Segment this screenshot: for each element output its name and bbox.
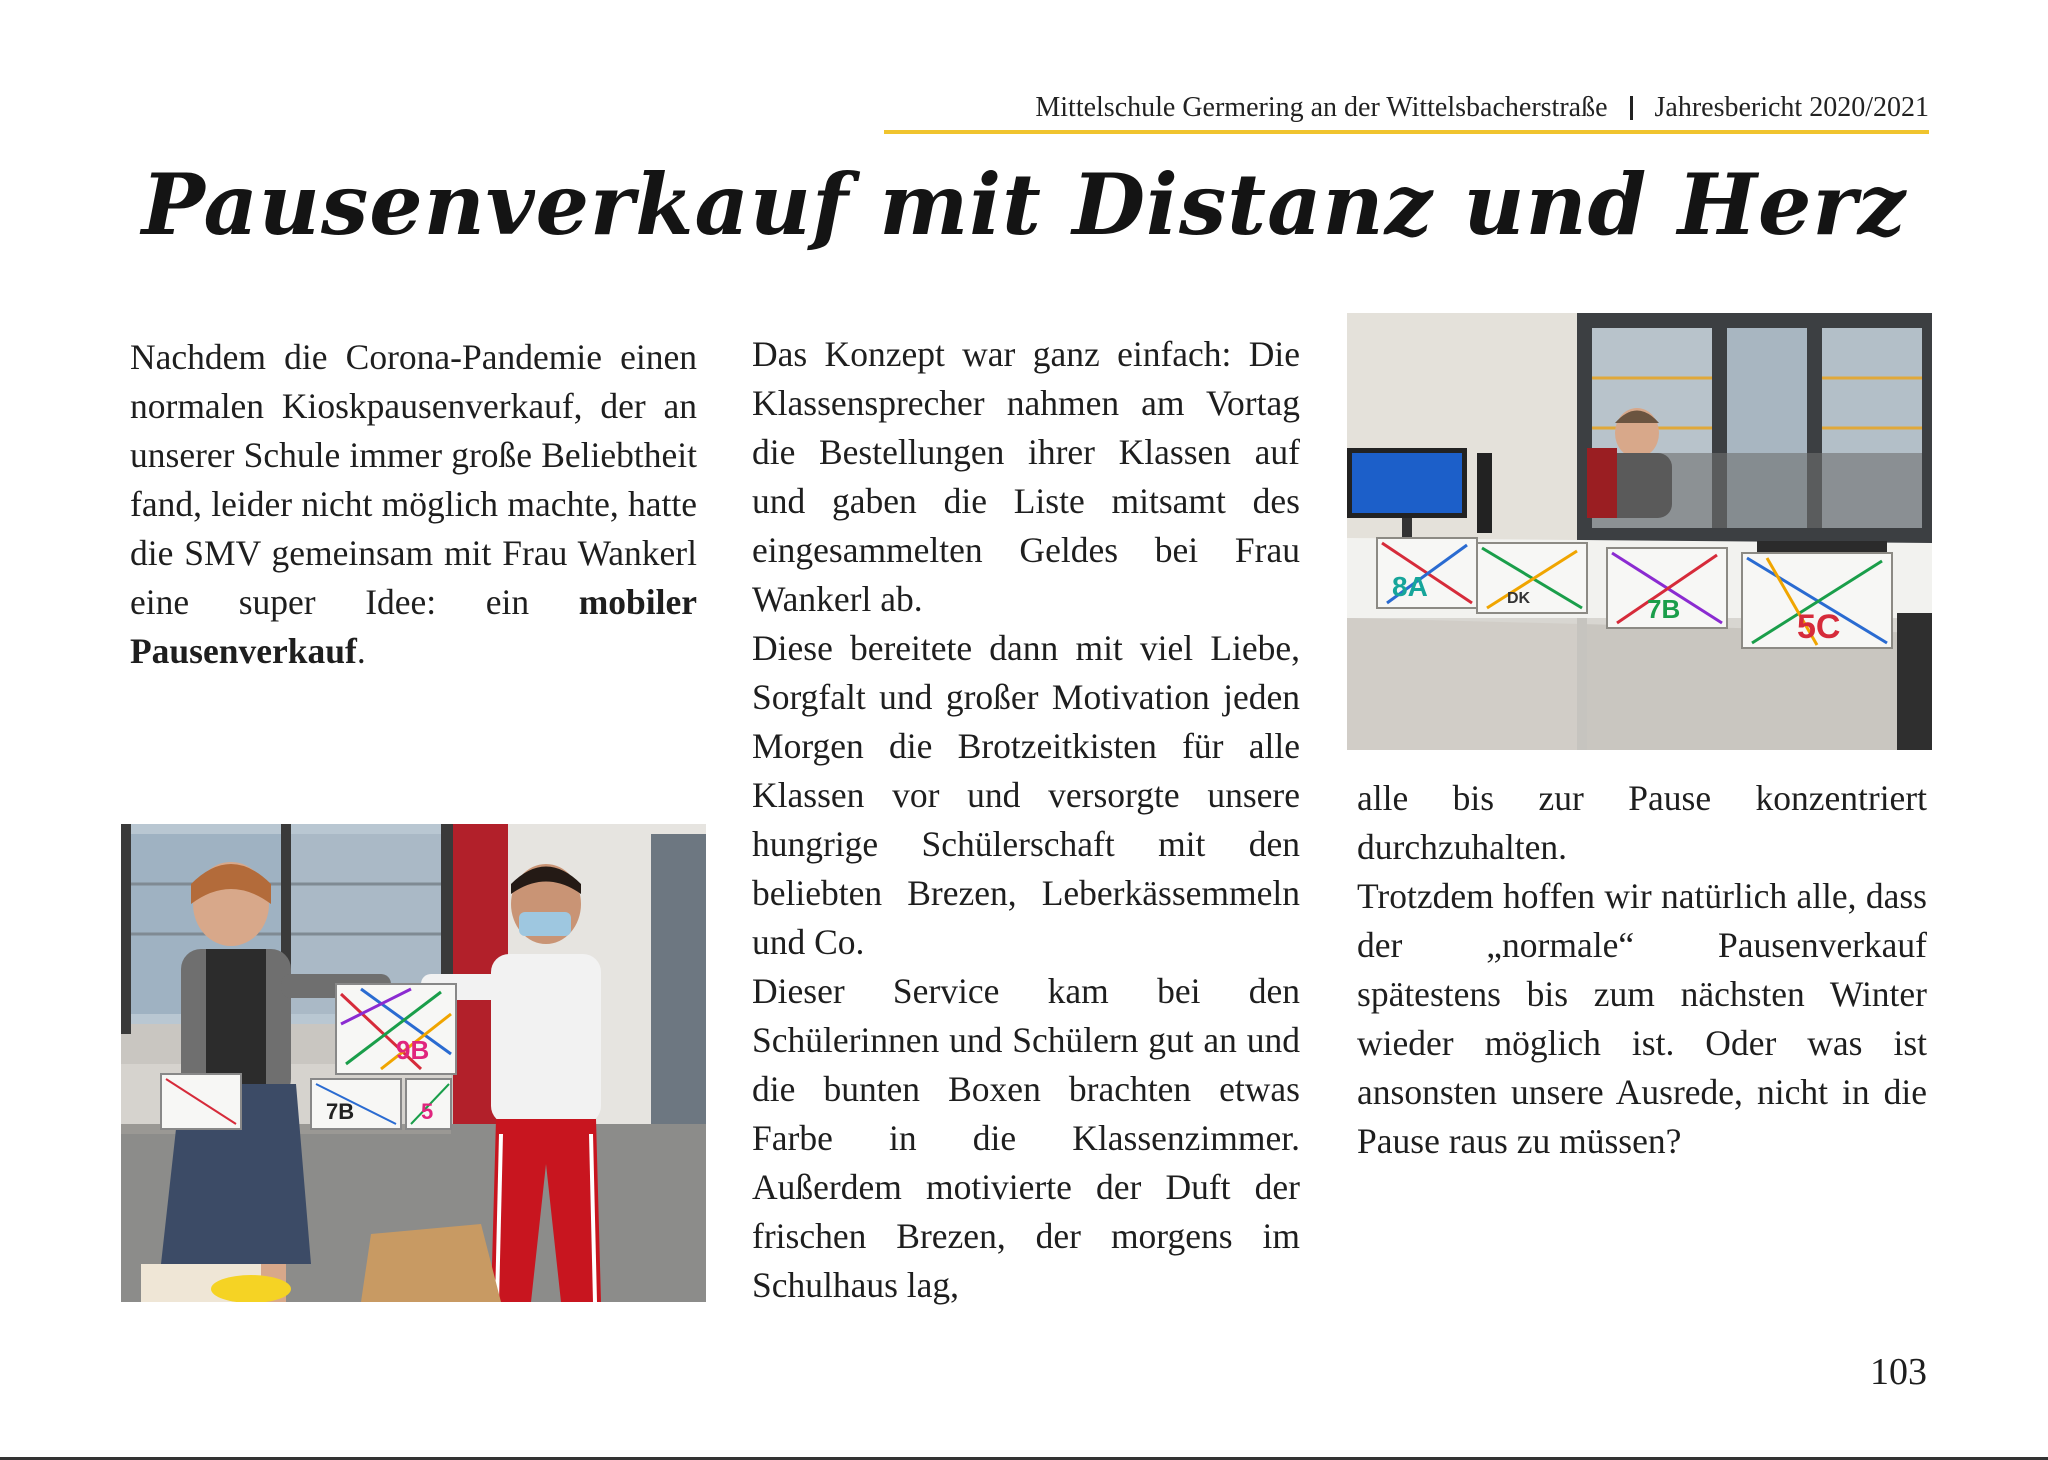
box-label-right-3: 7B <box>1647 594 1681 624</box>
intro-text: Nachdem die Corona-Pandemie einen normalen Kioskpausenverkauf, der an unserer Schule immer große Beliebtheit fand, leider nicht möglich machte, hatte die SMV gemeinsam mit Frau Wankerl eine super Idee: ein <box>130 337 697 622</box>
column-3 <box>1357 774 1927 1166</box>
intro-bold-phrase: mobiler Pausenverkauf <box>130 582 697 671</box>
photo-handover <box>121 824 706 1302</box>
header-separator <box>1630 96 1633 120</box>
paragraph: alle bis zur Pause konzentriert durchzuhalten. <box>1357 778 1927 867</box>
photo-office-boxes <box>1347 313 1932 750</box>
paragraph: Dieser Service kam bei den Schülerinnen und Schülern gut an und die bunten Boxen brachten etwas Farbe in die Klassenzimmer. Außerdem motivierte der Duft der frischen Brezen, der morgens im Schulhaus lag, <box>752 971 1300 1305</box>
box-label-left-2: 7B <box>326 1099 355 1124</box>
page-number: 103 <box>1870 1351 1927 1393</box>
intro-end: . <box>356 631 366 671</box>
box-label-left-3: 5 <box>421 1099 434 1124</box>
header-school: Mittelschule Germering an der Wittelsbacherstraße <box>1035 92 1608 123</box>
page-header <box>884 86 1929 134</box>
article-title: Pausenverkauf mit Distanz und Herz <box>141 155 1907 254</box>
paragraph: Das Konzept war ganz einfach: Die Klassensprecher nahmen am Vortag die Bestellungen ihrer Klassen auf und gaben die Liste mitsamt des eingesammelten Geldes bei Frau Wankerl ab. <box>752 334 1300 619</box>
box-label-right-1: 8A <box>1392 571 1428 602</box>
header-report: Jahresbericht 2020/2021 <box>1654 92 1929 123</box>
column-1 <box>130 333 697 676</box>
paragraph: Diese bereitete dann mit viel Liebe, Sorgfalt und großer Motivation jeden Morgen die Brotzeitkisten für alle Klassen vor und versorgte unsere hungrige Schülerschaft mit den beliebten Brezen, Leberkässemmeln und Co. <box>752 628 1300 962</box>
column-2 <box>752 330 1300 1310</box>
box-label-right-4: 5C <box>1797 608 1841 646</box>
intro-paragraph <box>130 333 697 676</box>
box-label-left-1: 9B <box>396 1035 430 1065</box>
photo-office-illustration <box>1347 313 1932 750</box>
box-label-right-2: DK <box>1507 590 1531 607</box>
paragraph: Trotzdem hoffen wir natürlich alle, dass der „normale“ Pausenverkauf spätestens bis zum nächsten Winter wieder möglich ist. Oder was ist ansonsten unsere Ausrede, nicht in die Pause raus zu müssen? <box>1357 876 1927 1161</box>
photo-handover-illustration <box>121 824 706 1302</box>
